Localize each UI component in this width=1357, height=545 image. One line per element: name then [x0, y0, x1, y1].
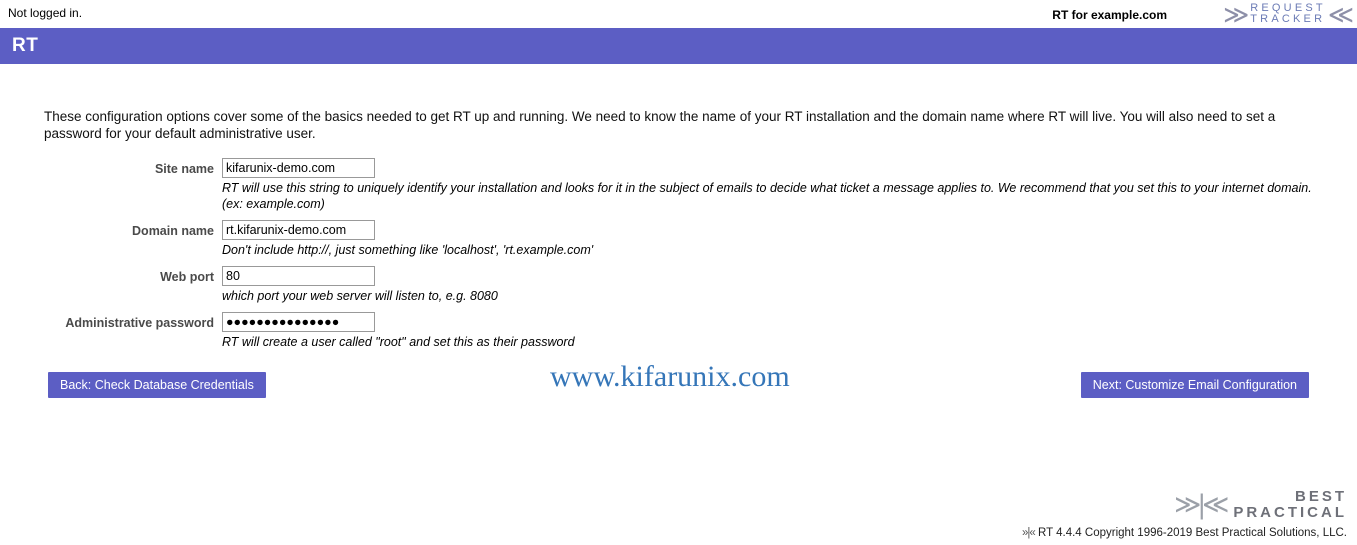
best-practical-logo[interactable]	[1022, 489, 1347, 521]
bp-wordmark-line-1: BEST	[1294, 488, 1347, 505]
main-content	[0, 108, 1357, 400]
page-title: RT	[12, 35, 39, 56]
best-practical-wordmark	[1233, 489, 1347, 521]
form-row-web-port	[44, 266, 1313, 312]
login-status: Not logged in.	[8, 6, 83, 20]
rt-instance-label: RT for example.com	[1052, 8, 1167, 22]
top-bar	[0, 0, 1357, 28]
hint-web-port: which port your web server will listen to, e.g. 8080	[222, 289, 498, 303]
chevron-right-icon: ≫	[1223, 0, 1247, 29]
field-col-web-port	[222, 266, 1313, 312]
admin-password-input[interactable]	[222, 312, 375, 332]
footer	[1022, 489, 1347, 539]
label-site-name: Site name	[154, 162, 214, 176]
back-button[interactable]: Back: Check Database Credentials	[48, 372, 266, 398]
next-button[interactable]: Next: Customize Email Configuration	[1081, 372, 1309, 398]
chevron-left-icon: ≪	[1327, 0, 1351, 29]
form-buttons	[44, 372, 1313, 400]
label-domain-name: Domain name	[132, 224, 214, 238]
watermark-text: www.kifarunix.com	[550, 360, 790, 393]
form-row-admin-password	[44, 312, 1313, 358]
request-tracker-wordmark	[1250, 3, 1326, 25]
header-band	[0, 28, 1357, 64]
domain-name-input[interactable]	[222, 220, 375, 240]
copyright-text: RT 4.4.4 Copyright 1996-2019 Best Practical Solutions, LLC.	[1038, 527, 1347, 539]
label-web-port: Web port	[160, 270, 214, 284]
label-admin-password: Administrative password	[65, 316, 214, 330]
web-port-input[interactable]	[222, 266, 375, 286]
intro-paragraph: These configuration options cover some of the basics needed to get RT up and running. We need to know the name of your RT installation and the domain name where RT will live. You will also need to set a password for your default administrative user.	[44, 109, 1276, 141]
wordmark-line-2: TRACKER	[1250, 13, 1326, 25]
form-row-site-name	[44, 158, 1313, 220]
field-col-admin-password	[222, 312, 1313, 358]
site-name-input[interactable]	[222, 158, 375, 178]
copyright-line	[1022, 527, 1347, 539]
field-col-site-name	[222, 158, 1313, 220]
hint-site-name: RT will use this string to uniquely identify your installation and looks for it in the subject of emails to decide what ticket a message applies to. We recommend that you set this to your internet domain. (ex: example.com)	[222, 181, 1312, 211]
hint-domain-name: Don't include http://, just something like 'localhost', 'rt.example.com'	[222, 243, 594, 257]
bp-wordmark-line-2: PRACTICAL	[1233, 504, 1347, 521]
request-tracker-logo[interactable]	[1223, 0, 1351, 28]
copyright-chevrons-icon: »|«	[1022, 527, 1035, 539]
field-col-domain-name	[222, 220, 1313, 266]
chevrons-icon: ≫|≪	[1174, 490, 1226, 520]
wordmark-line-1: REQUEST	[1250, 2, 1326, 14]
hint-admin-password: RT will create a user called "root" and set this as their password	[222, 335, 575, 349]
configuration-form	[44, 158, 1313, 400]
form-row-domain-name	[44, 220, 1313, 266]
